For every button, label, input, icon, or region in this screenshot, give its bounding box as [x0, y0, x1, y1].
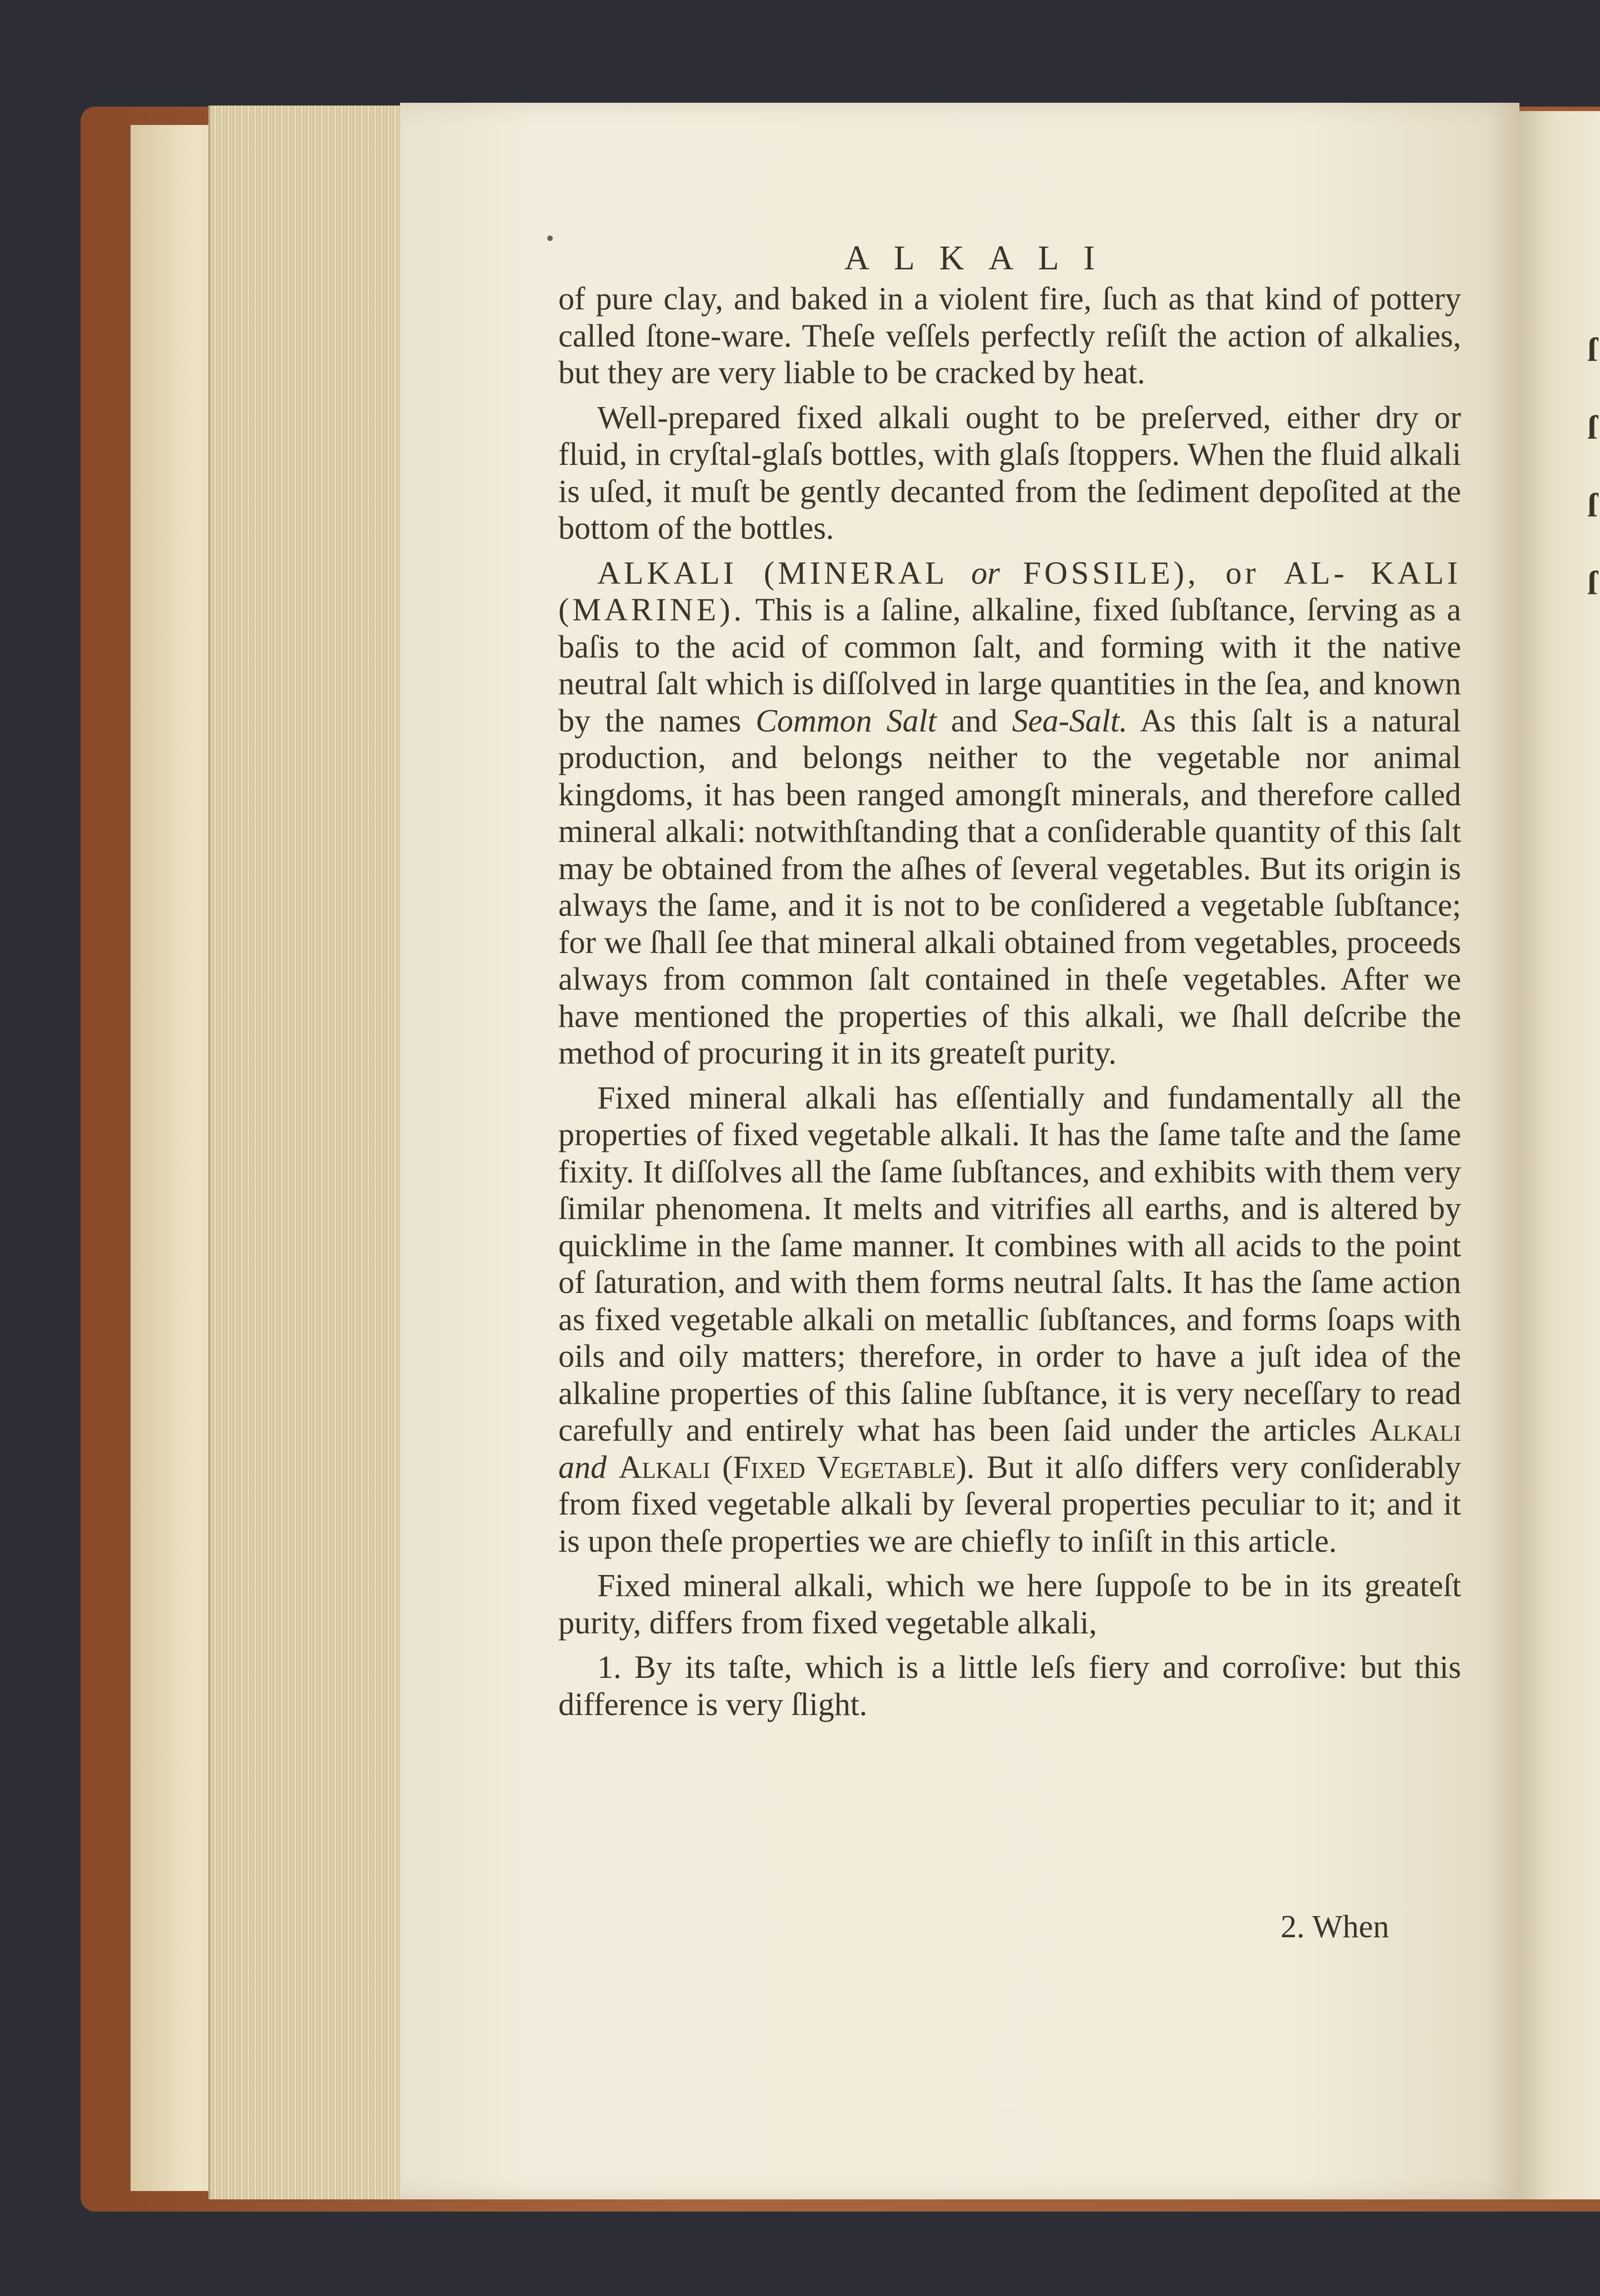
- next-page-mark: ſ: [1588, 409, 1597, 446]
- cross-reference: Alkali: [1369, 1412, 1462, 1448]
- section-heading: ALKALI (MINERAL: [597, 554, 948, 591]
- cross-reference: Alkali (Fixed Vegetable).: [618, 1448, 975, 1485]
- paragraph-alkali-mineral: [558, 555, 1461, 1072]
- paragraph-preservation: Well-prepared fixed alkali ought to be preſerved, either dry or fluid, in cryſtal-glaſs bottles, with glaſs ſtoppers. When the fluid alkali is uſed, it muſt be gently decanted from the ſediment depoſited at the bottom of the bottles.: [558, 399, 1461, 546]
- paragraph-numbered-1: 1. By its taſte, which is a little leſs fiery and corroſive: but this difference is very ſlight.: [558, 1649, 1461, 1722]
- name-common-salt: Common Salt: [756, 702, 937, 739]
- name-sea-salt: Sea-Salt.: [1012, 702, 1128, 739]
- section-heading-or: or: [971, 554, 1000, 591]
- paragraph-differences: Fixed mineral alkali, which we here ſuppoſe to be in its greateſt purity, differs from fixed vegetable alkali,: [558, 1567, 1461, 1641]
- page-text: [558, 280, 1461, 1723]
- conjunction: and: [558, 1448, 607, 1485]
- properties-text: Fixed mineral alkali has eſſentially and fundamentally all the properties of fixed vegetable alkali. It has the ſame taſte and the ſame fixity. It diſſolves all the ſame ſubſtances, and exhibits with them very ſimilar phenomena. It melts and vitrifies all earths, and is altered by quicklime in the ſame manner. It combines with all acids to the point of ſaturation, and with them forms neutral ſalts. It has the ſame action as fixed vegetable alkali on metallic ſubſtances, and forms ſoaps with oils and oily matters; therefore, in order to have a juſt idea of the alkaline properties of this ſaline ſubſtance, it is very neceſſary to read carefully and entirely what has been ſaid under the articles: [558, 1079, 1461, 1448]
- catchword: 2. When: [1281, 1908, 1389, 1944]
- section-heading-cont: FOSSILE), or AL-: [1023, 554, 1348, 591]
- next-page-mark: ſ: [1588, 487, 1597, 524]
- paragraph-properties: [558, 1080, 1461, 1560]
- properties-text-cont: But it alſo differs very conſiderably from fixed vegetable alkali by ſeveral properties peculiar to it; and it is upon theſe properties we are chiefly to inſiſt in this article.: [558, 1448, 1462, 1559]
- paragraph-continued: of pure clay, and baked in a violent fire, ſuch as that kind of pottery called ſtone-ware. Theſe veſſels perfectly reſiſt the action of alkalies, but they are very liable to be cracked by heat.: [558, 280, 1461, 390]
- section-text-cont: As this ſalt is a natural production, and belongs neither to the vegetable nor animal kingdoms, it has been ranged amongſt minerals, and therefore called mineral alkali: notwithſtanding that a conſiderable quantity of this ſalt may be obtained from the aſhes of ſeveral vegetables. But its origin is always the ſame, and it is not to be conſidered a vegetable ſubſtance; for we ſhall ſee that mineral alkali obtained from vegetables, proceeds always from common ſalt contained in theſe vegetables. After we have mentioned the properties of this alkali, we ſhall deſcribe the method of procuring it in its greateſt purity.: [558, 702, 1462, 1071]
- next-page-mark: ſ: [1588, 565, 1597, 601]
- next-page-mark: ſ: [1588, 332, 1597, 368]
- page-block-edges: [208, 106, 410, 2199]
- next-page-glimpse: [1588, 311, 1600, 622]
- section-heading-end: KALI (MARINE).: [558, 554, 1462, 628]
- ink-dot: [547, 235, 553, 241]
- conjunction: and: [951, 702, 998, 739]
- running-head: ALKALI: [844, 239, 1119, 277]
- section-text: This is a ſaline, alkaline, fixed ſubſtance, ſerving as a baſis to the acid of common ſalt, and forming with it the native neutral ſalt which is diſſolved in large quantities in the ſea, and known by the names: [558, 591, 1461, 739]
